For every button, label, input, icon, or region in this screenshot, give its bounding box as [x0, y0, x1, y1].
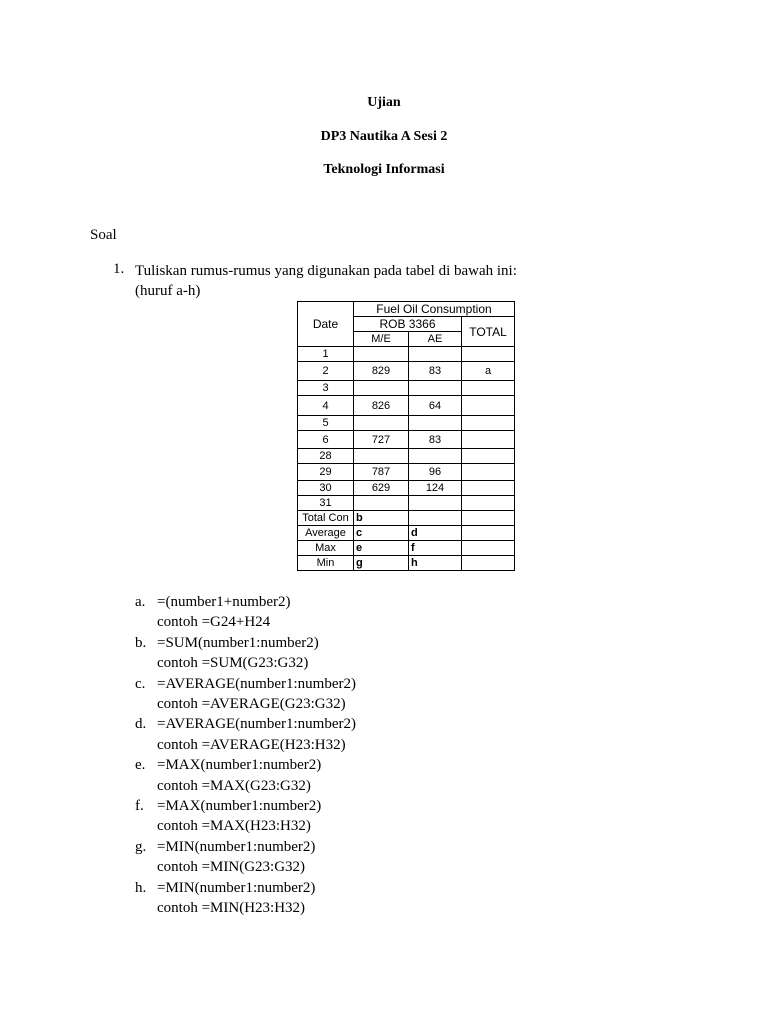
cell-date: 29	[298, 464, 354, 481]
cell-ae	[409, 496, 462, 511]
cell-date: 3	[298, 381, 354, 396]
table-row	[298, 396, 515, 416]
answer-formula: =MIN(number1:number2)	[157, 838, 316, 855]
cell-date: 1	[298, 347, 354, 362]
table-row	[298, 481, 515, 496]
cell-ae: 124	[409, 481, 462, 496]
table-row	[298, 347, 515, 362]
answer-example: contoh =SUM(G23:G32)	[157, 655, 309, 672]
date-header: Date	[298, 302, 354, 347]
cell-total	[462, 416, 515, 431]
cell-me	[354, 496, 409, 511]
cell-me: 727	[354, 431, 409, 449]
answer-letter: h.	[135, 879, 147, 896]
table-row	[298, 449, 515, 464]
answer-letter: a.	[135, 594, 146, 610]
cell-ae: 64	[409, 396, 462, 416]
cell-me: 629	[354, 481, 409, 496]
cell-total	[462, 496, 515, 511]
cell-me	[354, 381, 409, 396]
answer-example: contoh =AVERAGE(H23:H32)	[157, 736, 346, 753]
cell-ae	[409, 347, 462, 362]
rob-header: ROB 3366	[354, 317, 462, 332]
table-row	[298, 362, 515, 381]
table-row	[298, 464, 515, 481]
answer-formula: =MAX(number1:number2)	[157, 797, 322, 814]
answer-formula: =MIN(number1:number2)	[157, 879, 316, 896]
cell-ae: 83	[409, 362, 462, 381]
cell-date: 2	[298, 362, 354, 381]
answer-formula: =SUM(number1:number2)	[157, 634, 319, 651]
me-header: M/E	[354, 332, 409, 347]
summary-row	[298, 556, 515, 571]
doc-title: Ujian	[367, 95, 401, 110]
summary-row	[298, 526, 515, 541]
cell-total	[462, 481, 515, 496]
summary-cell-ae: d	[409, 526, 462, 541]
cell-total	[462, 431, 515, 449]
question-line-1: Tuliskan rumus-rumus yang digunakan pada tabel di bawah ini:	[135, 263, 517, 279]
group-header: Fuel Oil Consumption	[354, 302, 515, 317]
cell-date: 30	[298, 481, 354, 496]
table-row	[298, 416, 515, 431]
summary-row	[298, 511, 515, 526]
table-row	[298, 431, 515, 449]
answer-example: contoh =AVERAGE(G23:G32)	[157, 695, 346, 712]
cell-total	[462, 464, 515, 481]
cell-me	[354, 449, 409, 464]
cell-me: 787	[354, 464, 409, 481]
table-row	[298, 381, 515, 396]
cell-total	[462, 381, 515, 396]
total-header: TOTAL	[462, 317, 515, 347]
summary-cell-me: g	[354, 556, 409, 571]
cell-ae: 96	[409, 464, 462, 481]
answer-example: contoh =MAX(G23:G32)	[157, 777, 311, 794]
summary-label: Max	[298, 541, 354, 556]
summary-cell-ae	[409, 511, 462, 526]
fuel-oil-table	[297, 301, 515, 571]
table-row	[298, 496, 515, 511]
cell-ae: 83	[409, 431, 462, 449]
summary-row	[298, 541, 515, 556]
cell-total	[462, 449, 515, 464]
summary-cell-ae: h	[409, 556, 462, 571]
answer-letter: e.	[135, 757, 146, 774]
soal-label: Soal	[90, 227, 117, 243]
summary-cell-me: c	[354, 526, 409, 541]
doc-course: Teknologi Informasi	[323, 162, 445, 177]
question-number: 1.	[113, 261, 125, 277]
question-text	[135, 261, 517, 301]
cell-me: 826	[354, 396, 409, 416]
summary-cell-me: e	[354, 541, 409, 556]
doc-subtitle: DP3 Nautika A Sesi 2	[320, 129, 448, 144]
cell-me: 829	[354, 362, 409, 381]
cell-me	[354, 347, 409, 362]
answer-formula: =(number1+number2)	[157, 594, 291, 610]
cell-date: 31	[298, 496, 354, 511]
summary-cell-total	[462, 526, 515, 541]
answer-example: contoh =MIN(H23:H32)	[157, 899, 306, 916]
summary-label: Average	[298, 526, 354, 541]
cell-date: 4	[298, 396, 354, 416]
cell-total	[462, 396, 515, 416]
cell-total	[462, 347, 515, 362]
cell-ae	[409, 449, 462, 464]
answer-formula: =MAX(number1:number2)	[157, 757, 322, 774]
cell-total: a	[462, 362, 515, 381]
cell-ae	[409, 416, 462, 431]
answer-letter: g.	[135, 838, 147, 855]
cell-date: 5	[298, 416, 354, 431]
answer-letter: b.	[135, 634, 147, 651]
summary-cell-total	[462, 556, 515, 571]
summary-cell-total	[462, 511, 515, 526]
answer-letter: f.	[135, 797, 144, 814]
answer-formula: =AVERAGE(number1:number2)	[157, 716, 356, 733]
question-line-2: (huruf a-h)	[135, 283, 201, 299]
summary-label: Total Con	[298, 511, 354, 526]
summary-cell-ae: f	[409, 541, 462, 556]
answer-letter: d.	[135, 716, 147, 733]
answer-example: contoh =G24+H24	[157, 614, 271, 631]
cell-date: 6	[298, 431, 354, 449]
cell-me	[354, 416, 409, 431]
answer-example: contoh =MAX(H23:H32)	[157, 818, 311, 835]
summary-label: Min	[298, 556, 354, 571]
summary-cell-me: b	[354, 511, 409, 526]
summary-cell-total	[462, 541, 515, 556]
answer-example: contoh =MIN(G23:G32)	[157, 859, 306, 876]
cell-ae	[409, 381, 462, 396]
cell-date: 28	[298, 449, 354, 464]
answer-letter: c.	[135, 675, 146, 692]
ae-header: AE	[409, 332, 462, 347]
answer-formula: =AVERAGE(number1:number2)	[157, 675, 356, 692]
